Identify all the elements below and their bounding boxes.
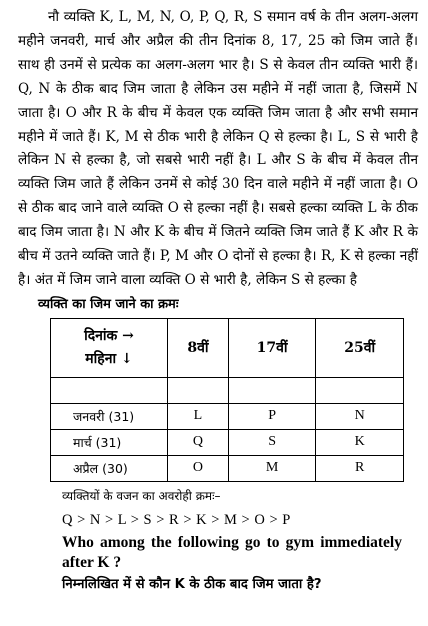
- date-header-17: 17वीं: [228, 318, 316, 377]
- question-english: Who among the following go to gym immediately after K ?: [62, 533, 402, 571]
- person-cell: K: [316, 429, 404, 455]
- date-header-25: 25वीं: [316, 318, 404, 377]
- person-cell: N: [316, 403, 404, 429]
- table-row: [51, 403, 404, 429]
- table-header-row: [51, 318, 404, 377]
- month-cell: अप्रैल (30): [51, 455, 168, 481]
- person-cell: Q: [168, 429, 229, 455]
- person-cell: O: [168, 455, 229, 481]
- person-cell: P: [228, 403, 316, 429]
- date-header-8: 8वीं: [168, 318, 229, 377]
- person-cell: L: [168, 403, 229, 429]
- schedule-title: व्यक्ति का जिम जाने का क्रमः: [38, 296, 179, 312]
- month-cell: जनवरी (31): [51, 403, 168, 429]
- corner-header: [51, 318, 168, 377]
- weight-order-label: व्यक्तियों के वजन का अवरोही क्रमः–: [62, 488, 221, 503]
- person-cell: M: [228, 455, 316, 481]
- schedule-table: [50, 318, 404, 482]
- question-hindi: निम्नलिखित में से कौन K के ठीक बाद जिम जाता है?: [62, 576, 322, 592]
- date-axis-label: दिनांक →: [84, 327, 134, 344]
- table-row: [51, 455, 404, 481]
- month-axis-label: महिना ↓: [85, 350, 133, 367]
- person-cell: S: [228, 429, 316, 455]
- table-row: [51, 429, 404, 455]
- table-spacer-row: [51, 377, 404, 403]
- month-cell: मार्च (31): [51, 429, 168, 455]
- person-cell: R: [316, 455, 404, 481]
- puzzle-paragraph: नौ व्यक्ति K, L, M, N, O, P, Q, R, S समान वर्ष के तीन अलग-अलग महीने जनवरी, मार्च और अप्रैल की तीन दिनांक 8, 17, 25 को जिम जाते हैं। साथ ही उनमें से प्रत्येक का अलग-अलग भार है। S से केवल तीन व्यक्ति भारी हैं। Q, N के ठीक बाद जिम जाता है लेकिन उस महीने में नहीं जाता है, जिसमें N जाता है। O और R के बीच में केवल एक व्यक्ति जिम जाता है और सभी समान महीने में जाते हैं। K, M से ठीक भारी है लेकिन Q से हल्का है। L, S से भारी है लेकिन N से हल्का है, जो सबसे भारी नहीं है। L और S के बीच में केवल तीन व्यक्ति जिम जाते हैं लेकिन उनमें से कोई 30 दिन वाले महीने में नहीं जाता है। O से ठीक बाद जाने वाले व्यक्ति O से हल्का नहीं है। सबसे हल्का व्यक्ति L के ठीक बाद जिम जाता है। N और K के बीच में जितने व्यक्ति जिम जाते हैं K और R के बीच में उतने व्यक्ति जाते हैं। P, M और O दोनों से हल्का है। R, K से हल्का नहीं है। अंत में जिम जाने वाला व्यक्ति O से भारी है, लेकिन S से हल्का है: [18, 9, 418, 288]
- weight-order: Q > N > L > S > R > K > M > O > P: [62, 511, 291, 528]
